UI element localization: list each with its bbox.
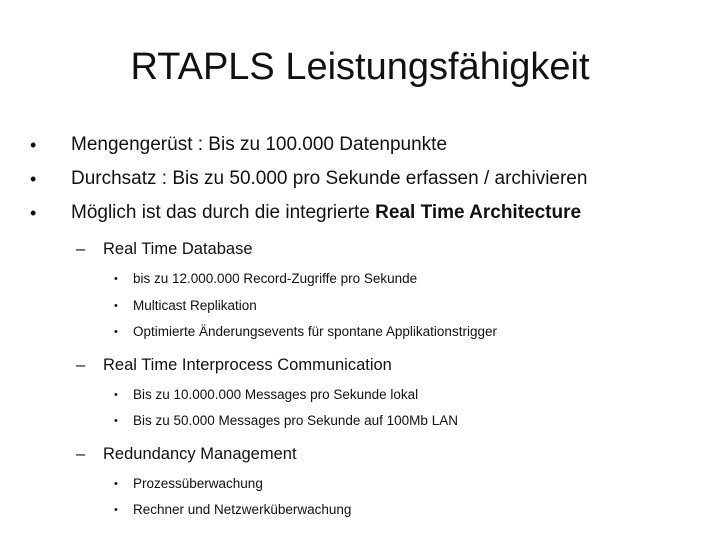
sub-heading-text: Redundancy Management xyxy=(103,444,297,463)
bullet-text: Durchsatz : Bis zu 50.000 pro Sekunde erfassen / archivieren xyxy=(71,168,588,189)
bullet-item xyxy=(0,128,720,162)
sub-heading-text: Real Time Database xyxy=(103,240,253,258)
dash-icon: – xyxy=(76,444,86,463)
bullet-text-prefix: Möglich ist das durch die integrierte xyxy=(71,202,376,223)
sub-bullet-text: Multicast Replikation xyxy=(133,297,257,313)
bullet-icon: • xyxy=(114,326,118,338)
sub-heading xyxy=(0,350,720,380)
bullet-icon: • xyxy=(30,203,37,223)
sub-bullet xyxy=(0,471,720,498)
bullet-text xyxy=(71,196,581,230)
sub-bullet-text: Optimierte Änderungsevents für spontane Applikationstrigger xyxy=(133,324,497,339)
sub-bullet xyxy=(0,293,720,320)
sub-bullet-text: bis zu 12.000.000 Record-Zugriffe pro Sekunde xyxy=(133,271,418,286)
bullet-icon: • xyxy=(30,135,37,155)
sub-heading xyxy=(0,439,720,469)
sub-bullet xyxy=(0,266,720,293)
bullet-text-bold: Real Time Architecture xyxy=(375,202,582,223)
sub-bullet xyxy=(0,382,720,409)
sub-heading xyxy=(0,234,720,264)
bullet-icon: • xyxy=(114,388,118,401)
bullet-item xyxy=(0,196,720,230)
dash-icon: – xyxy=(76,240,86,258)
bullet-text: Mengengerüst : Bis zu 100.000 Datenpunkte xyxy=(71,134,448,155)
sub-bullet-text: Bis zu 10.000.000 Messages pro Sekunde lokal xyxy=(133,386,419,402)
bullet-icon: • xyxy=(114,477,118,490)
sub-bullet-text: Prozessüberwachung xyxy=(133,475,263,491)
sub-bullet xyxy=(0,408,720,435)
dash-icon: – xyxy=(76,355,86,374)
bullet-icon: • xyxy=(114,299,118,312)
bullet-icon: • xyxy=(114,415,118,427)
bullet-icon: • xyxy=(114,504,118,516)
sub-bullet xyxy=(0,319,720,346)
bullet-list xyxy=(0,128,720,524)
sub-bullet xyxy=(0,497,720,524)
slide-title: RTAPLS Leistungsfähigkeit xyxy=(130,46,590,88)
bullet-icon: • xyxy=(114,273,118,285)
bullet-icon: • xyxy=(30,169,37,189)
sub-heading-text: Real Time Interprocess Communication xyxy=(103,355,392,374)
bullet-item xyxy=(0,162,720,196)
sub-bullet-text: Rechner und Netzwerküberwachung xyxy=(133,502,352,517)
sub-bullet-text: Bis zu 50.000 Messages pro Sekunde auf 100Mb LAN xyxy=(133,413,458,428)
